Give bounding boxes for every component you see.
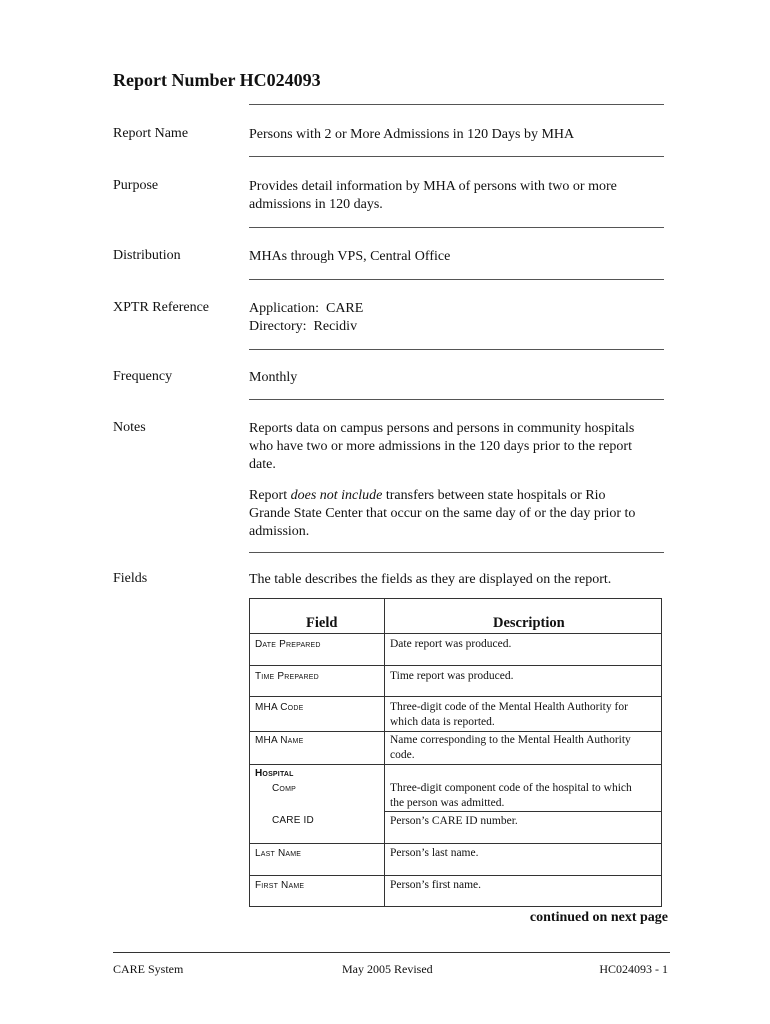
desc-line: Three-digit code of the Mental Health Authority for	[390, 701, 628, 713]
footer-left: CARE System	[113, 962, 184, 976]
fields-label: Fields	[113, 571, 148, 586]
divider	[249, 279, 664, 280]
table-row-divider	[250, 696, 661, 697]
footer-divider	[113, 952, 670, 953]
xptr-directory: Directory: Recidiv	[249, 319, 358, 334]
table-field-care-id: CARE ID	[272, 815, 314, 826]
xptr-value	[249, 300, 669, 336]
notes-emphasis: does not include	[290, 488, 383, 503]
desc-line: which data is reported.	[390, 716, 495, 728]
table-header-field: Field	[306, 615, 338, 631]
table-column-divider	[384, 599, 385, 906]
table-field-first-name: First Name	[255, 880, 305, 891]
table-field-last-name: Last Name	[255, 848, 302, 859]
table-row-divider	[250, 633, 661, 634]
table-desc-last-name: Person’s last name.	[390, 847, 479, 859]
divider	[249, 104, 664, 105]
table-row-divider	[250, 731, 661, 732]
table-field-mha-name: MHA Name	[255, 735, 304, 746]
notes-line: who have two or more admissions in the 120 days prior to the report	[249, 439, 632, 454]
purpose-value	[249, 178, 669, 214]
frequency-label: Frequency	[113, 369, 173, 384]
distribution-value: MHAs through VPS, Central Office	[249, 249, 451, 264]
notes-line: Grande State Center that occur on the same day of or the day prior to	[249, 506, 636, 521]
table-field-mha-code: MHA Code	[255, 702, 304, 713]
distribution-label: Distribution	[113, 248, 181, 263]
divider	[249, 227, 664, 228]
report-name-value: Persons with 2 or More Admissions in 120 Days by MHA	[249, 127, 575, 142]
table-field-hospital: Hospital	[255, 768, 294, 779]
notes-text: Report	[249, 488, 291, 503]
desc-line: code.	[390, 749, 415, 761]
fields-table	[249, 598, 662, 907]
continued-note: continued on next page	[529, 910, 668, 925]
xptr-application: Application: CARE	[249, 301, 364, 316]
table-row-divider	[250, 843, 661, 844]
desc-line: the person was admitted.	[390, 797, 505, 809]
xptr-label: XPTR Reference	[113, 300, 210, 315]
table-field-comp: Comp	[272, 783, 296, 794]
table-row-divider	[250, 665, 661, 666]
notes-line: date.	[249, 457, 276, 472]
notes-paragraph-1	[249, 420, 669, 474]
table-desc-mha-code	[390, 700, 660, 730]
desc-line: Three-digit component code of the hospital to which	[390, 782, 632, 794]
notes-line	[249, 487, 669, 505]
desc-line: Name corresponding to the Mental Health Authority	[390, 734, 631, 746]
divider	[249, 399, 664, 400]
table-header-description: Description	[493, 615, 565, 631]
notes-label: Notes	[113, 420, 146, 435]
fields-value: The table describes the fields as they are displayed on the report.	[249, 572, 612, 587]
frequency-value: Monthly	[249, 370, 298, 385]
table-desc-mha-name	[390, 733, 660, 763]
report-title: Report Number HC024093	[113, 70, 321, 90]
notes-line: admission.	[249, 524, 310, 539]
table-desc-date-prepared: Date report was produced.	[390, 638, 512, 650]
notes-line: Reports data on campus persons and persons in community hospitals	[249, 421, 635, 436]
footer-right: HC024093 - 1	[599, 962, 668, 976]
divider	[249, 349, 664, 350]
notes-paragraph-2	[249, 487, 669, 541]
notes-text: transfers between state hospitals or Rio	[382, 488, 606, 503]
table-desc-time-prepared: Time report was produced.	[390, 670, 514, 682]
divider	[249, 552, 664, 553]
purpose-line-2: admissions in 120 days.	[249, 197, 383, 212]
table-field-time-prepared: Time Prepared	[255, 671, 319, 682]
table-field-date-prepared: Date Prepared	[255, 639, 321, 650]
table-row-divider	[384, 811, 661, 812]
purpose-label: Purpose	[113, 178, 159, 193]
table-desc-care-id: Person’s CARE ID number.	[390, 815, 518, 827]
table-desc-comp	[390, 781, 660, 811]
divider	[249, 156, 664, 157]
footer-center: May 2005 Revised	[342, 962, 433, 976]
purpose-line-1: Provides detail information by MHA of persons with two or more	[249, 179, 617, 194]
report-name-label: Report Name	[113, 126, 189, 141]
table-row-divider	[250, 875, 661, 876]
table-row-divider	[250, 764, 661, 765]
table-desc-first-name: Person’s first name.	[390, 879, 482, 891]
